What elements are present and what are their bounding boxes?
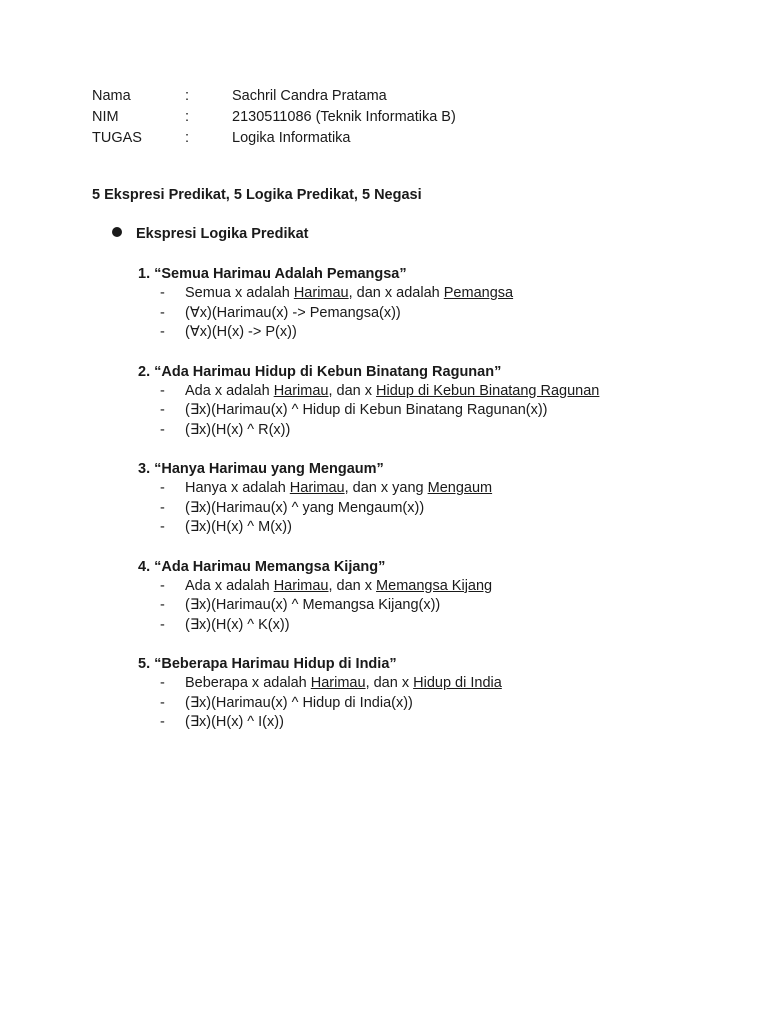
line-expression xyxy=(138,284,758,304)
underlined-term: Memangsa Kijang xyxy=(376,577,493,594)
text-part: Hanya x adalah xyxy=(185,480,290,496)
bullet-item xyxy=(112,226,308,242)
bullet-dot-icon xyxy=(112,227,122,237)
dash-marker: - xyxy=(160,480,165,496)
formula-text: (∃x)(H(x) ^ K(x)) xyxy=(185,616,290,633)
section-title: 1. “Semua Harimau Adalah Pemangsa” xyxy=(138,266,407,282)
info-value: Logika Informatika xyxy=(232,130,351,146)
sections xyxy=(138,264,758,752)
info-label: TUGAS xyxy=(92,130,142,146)
dash-marker: - xyxy=(160,499,165,516)
underlined-term: Harimau xyxy=(289,480,345,496)
page-heading: 5 Ekspresi Predikat, 5 Logika Predikat, 5 Negasi xyxy=(92,187,422,203)
line-formula xyxy=(138,304,758,324)
text-part: Ada x adalah xyxy=(185,577,274,594)
section-5 xyxy=(138,654,758,733)
dash-marker: - xyxy=(160,402,165,418)
text-part: , dan x xyxy=(365,675,414,691)
section-title: 2. “Ada Harimau Hidup di Kebun Binatang Ragunan” xyxy=(138,363,502,380)
formula-text: (∃x)(H(x) ^ M(x)) xyxy=(185,519,292,535)
text-part: , dan x xyxy=(328,382,377,399)
section-4 xyxy=(138,557,758,636)
dash-marker: - xyxy=(160,519,165,535)
line-expression xyxy=(138,382,758,402)
section-2 xyxy=(138,362,758,441)
dash-marker: - xyxy=(160,382,165,399)
formula-text: (∃x)(Harimau(x) ^ yang Mengaum(x)) xyxy=(185,499,425,516)
line-formula-short xyxy=(138,616,758,636)
formula-text: (∃x)(H(x) ^ I(x)) xyxy=(185,714,284,730)
underlined-term: Harimau xyxy=(273,577,329,594)
info-row-nama xyxy=(92,87,456,108)
line-expression xyxy=(138,674,758,694)
section-3 xyxy=(138,459,758,538)
text-part: , dan x yang xyxy=(344,480,428,496)
info-row-nim xyxy=(92,108,456,129)
line-formula xyxy=(138,499,758,519)
dash-marker: - xyxy=(160,285,165,301)
dash-marker: - xyxy=(160,304,165,321)
text-part: Beberapa x adalah xyxy=(185,675,311,691)
info-colon: : xyxy=(185,109,190,125)
line-formula xyxy=(138,596,758,616)
text-part: Ada x adalah xyxy=(185,382,274,399)
formula-text: (∃x)(Harimau(x) ^ Hidup di India(x)) xyxy=(185,694,413,711)
underlined-term: Mengaum xyxy=(427,480,493,496)
dash-marker: - xyxy=(160,421,165,438)
underlined-term: Pemangsa xyxy=(443,285,514,301)
formula-text: (∃x)(Harimau(x) ^ Memangsa Kijang(x)) xyxy=(185,597,441,613)
text-part: , dan x adalah xyxy=(348,285,444,301)
dash-marker: - xyxy=(160,694,165,711)
underlined-term: Hidup di Kebun Binatang Ragunan xyxy=(376,382,600,399)
info-label: Nama xyxy=(92,88,131,104)
underlined-term: Harimau xyxy=(310,675,366,691)
info-colon: : xyxy=(185,88,190,104)
underlined-term: Hidup di India xyxy=(413,675,502,691)
section-1 xyxy=(138,264,758,343)
text-part: , dan x xyxy=(328,577,377,594)
info-colon: : xyxy=(185,130,190,146)
line-formula-short xyxy=(138,421,758,441)
section-title: 3. “Hanya Harimau yang Mengaum” xyxy=(138,461,384,477)
line-formula xyxy=(138,694,758,714)
formula-text: (∃x)(H(x) ^ R(x)) xyxy=(185,421,291,438)
line-formula-short xyxy=(138,323,758,343)
underlined-term: Harimau xyxy=(273,382,329,399)
line-expression xyxy=(138,479,758,499)
bullet-label: Ekspresi Logika Predikat xyxy=(136,226,309,242)
info-row-tugas xyxy=(92,129,456,150)
section-title: 4. “Ada Harimau Memangsa Kijang” xyxy=(138,558,386,575)
text-part: Semua x adalah xyxy=(185,285,294,301)
line-formula xyxy=(138,401,758,421)
info-label: NIM xyxy=(92,109,119,125)
dash-marker: - xyxy=(160,597,165,613)
dash-marker: - xyxy=(160,577,165,594)
formula-text: (∀x)(Harimau(x) -> Pemangsa(x)) xyxy=(185,304,401,321)
dash-marker: - xyxy=(160,714,165,730)
formula-text: (∀x)(H(x) -> P(x)) xyxy=(185,324,297,340)
line-formula-short xyxy=(138,713,758,733)
student-info xyxy=(92,87,456,150)
line-expression xyxy=(138,577,758,597)
section-title: 5. “Beberapa Harimau Hidup di India” xyxy=(138,656,397,672)
formula-text: (∃x)(Harimau(x) ^ Hidup di Kebun Binatang Ragunan(x)) xyxy=(185,402,548,418)
dash-marker: - xyxy=(160,616,165,633)
info-value: 2130511086 (Teknik Informatika B) xyxy=(232,109,456,125)
dash-marker: - xyxy=(160,324,165,340)
underlined-term: Harimau xyxy=(293,285,349,301)
info-value: Sachril Candra Pratama xyxy=(232,88,387,104)
dash-marker: - xyxy=(160,675,165,691)
line-formula-short xyxy=(138,518,758,538)
